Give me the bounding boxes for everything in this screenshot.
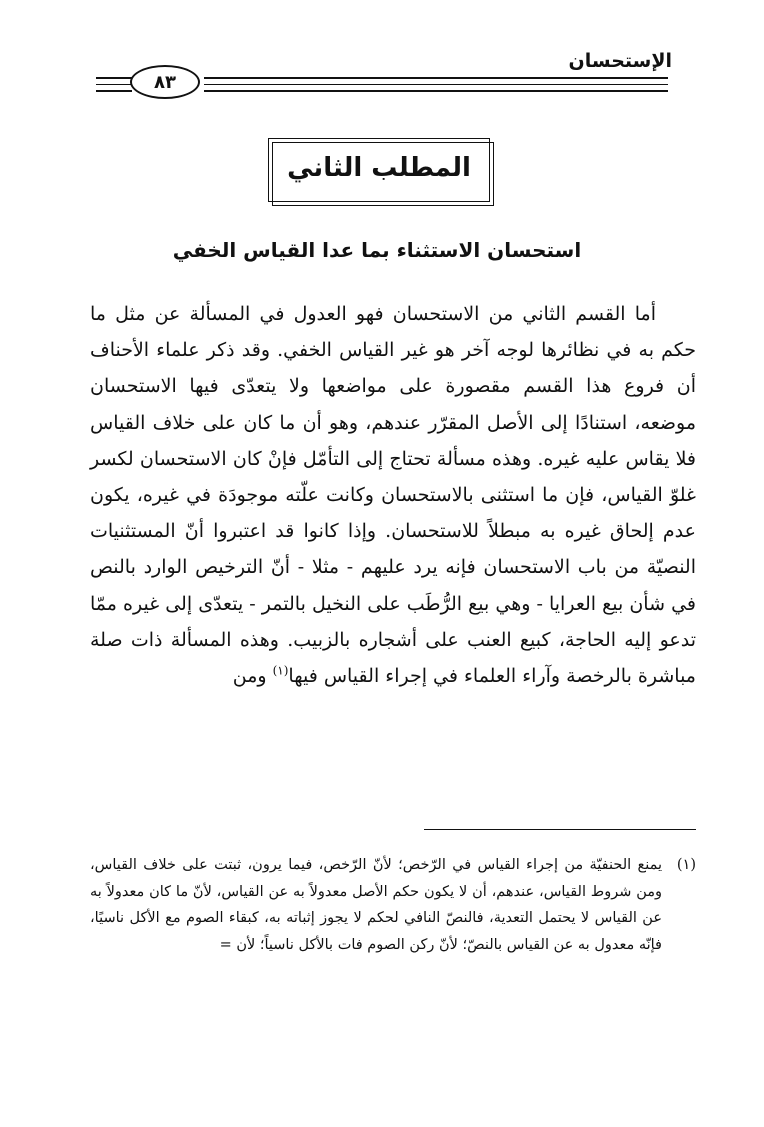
footnote-separator — [424, 829, 696, 830]
paragraph-text: أما القسم الثاني من الاستحسان فهو العدول في المسألة عن مثل ما حكم به في نظائرها لوجه آخر هو غير القياس الخفي. وقد ذكر علماء الأحناف أن فروع هذا القسم مقصورة على مواضعها ولا يتعدّى فيها الاستحسان موضعه، استنادًا إلى الأصل المقرّر عندهم، وهو أن ما كان على خلاف القياس فلا يقاس عليه غيره. وهذه مسألة تحتاج إلى التأمّل فإنْ كان الاستحسان لكسر غلوّ القياس، فإن ما استثنى بالاستحسان وكانت علّته موجودَة في غيره، يكون عدم إلحاق غيره به مبطلاً للاستحسان. وإذا كانوا قد اعتبروا أنّ المستثنيات النصيّة من باب الاستحسان فإنه يرد عليهم - مثلا - أنّ الترخيص الوارد بالنص في شأن بيع العرايا - وهي بيع الرُّطَب على النخيل بالتمر - يتعدّى إلى غيره ممّا تدعو إليه الحاجة، كبيع العنب على أشجاره بالزبيب. وهذه المسألة ذات صلة مباشرة بالرخصة وآراء العلماء في إجراء القياس فيها — [90, 303, 696, 688]
page-number: ٨٣ — [130, 65, 200, 99]
body-text — [90, 296, 696, 694]
section-title: المطلب الثاني — [287, 153, 471, 183]
footnote-number: (١) — [676, 857, 696, 873]
section-subtitle: استحسان الاستثناء بما عدا القياس الخفي — [172, 238, 582, 262]
section-frame — [268, 138, 490, 202]
footnote-marker: (١) — [272, 663, 289, 678]
header-rule-right-under — [204, 90, 668, 92]
body-paragraph — [90, 296, 696, 694]
footnotes — [90, 852, 696, 958]
header-rule-left-under — [96, 90, 132, 92]
footnote-text: يمنع الحنفيّة من إجراء القياس في الرّخص؛ لأنّ الرّخص، فيما يرون، ثبتت على خلاف القياس، ومن شروط القياس، عندهم، أن لا يكون حكم الأصل معدولاً به عن القياس، لأنّ ما كان معدولاً به عن القياس لا يحتمل التعدية، فالنصّ النافي لحكم لا يجوز إثباته به، كبقاء الصوم مع الأكل ناسيًا، فإنّه معدول به عن القياس بالنصّ؛ لأنّ ركن الصوم فات بالأكل ناسياً؛ لأن = — [90, 857, 662, 953]
running-title: الإستحسان — [568, 50, 672, 72]
header-rule-left-bottom — [96, 84, 132, 85]
header-rule-right-top — [204, 77, 668, 79]
header-rule-right-bottom — [204, 84, 668, 85]
footnote — [90, 852, 696, 958]
paragraph-end: ومن — [232, 665, 273, 688]
header-rule-left-top — [96, 77, 132, 79]
